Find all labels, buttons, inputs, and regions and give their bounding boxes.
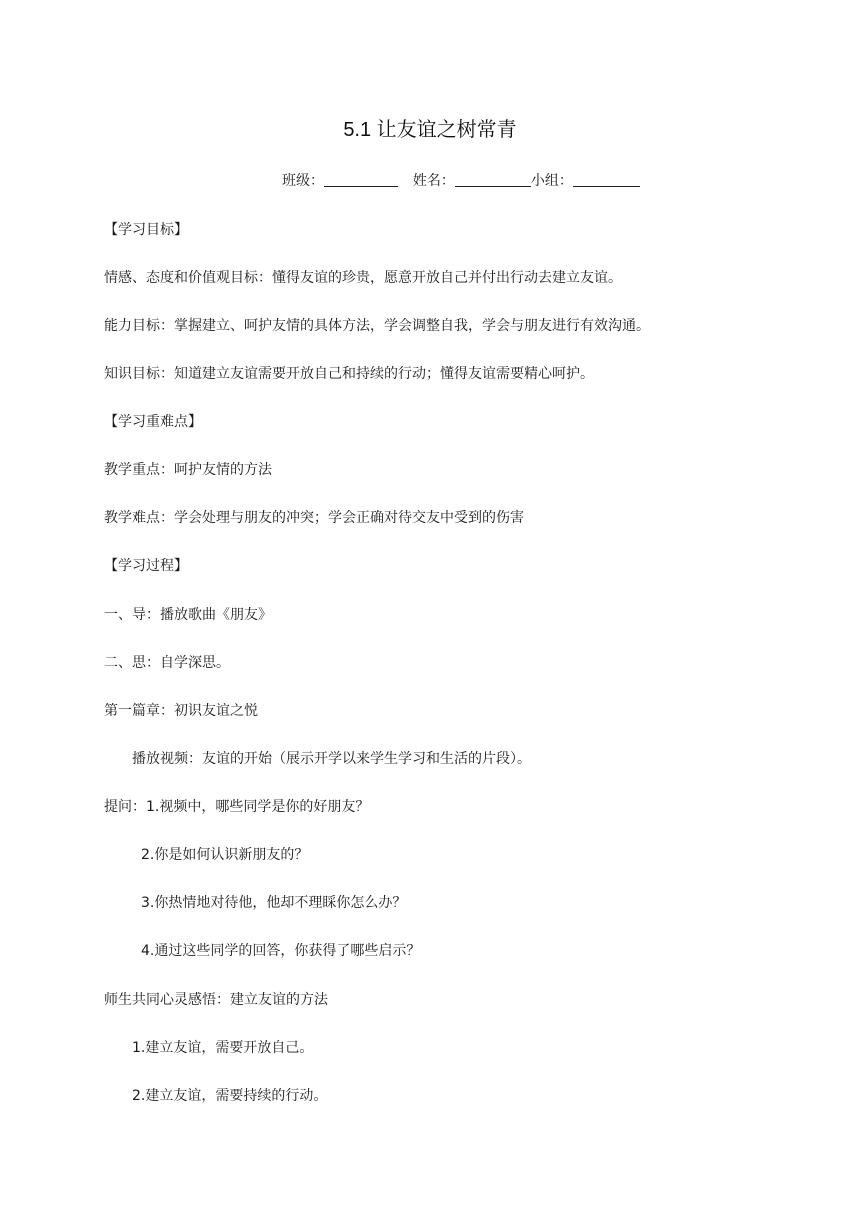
name-label: 姓名： [412, 173, 455, 189]
method-1: 1.建立友谊，需要开放自己。 [132, 1040, 314, 1056]
question-1: 提问：1.视频中，哪些同学是你的好朋友？ [104, 799, 370, 815]
class-blank [324, 172, 398, 187]
step-two: 二、思：自学深思。 [104, 655, 230, 671]
group-blank [573, 172, 640, 187]
difficult-point: 教学难点：学会处理与朋友的冲突；学会正确对待交友中受到的伤害 [104, 510, 524, 526]
class-label: 班级： [282, 173, 324, 189]
question-3: 3.你热情地对待他，他却不理睬你怎么办？ [141, 895, 407, 911]
keypoints-heading: 【学习重难点】 [104, 414, 202, 430]
insight: 师生共同心灵感悟：建立友谊的方法 [104, 992, 328, 1008]
process-heading: 【学习过程】 [104, 558, 188, 574]
objective-ability: 能力目标：掌握建立、呵护友情的具体方法，学会调整自我，学会与朋友进行有效沟通。 [104, 318, 650, 334]
document-title: 5.1 让友谊之树常青 [343, 119, 517, 141]
step-one: 一、导：播放歌曲《朋友》 [104, 607, 272, 623]
chapter-one: 第一篇章：初识友谊之悦 [104, 703, 258, 719]
group-label: 小组： [530, 173, 573, 189]
question-4: 4.通过这些同学的回答，你获得了哪些启示？ [141, 943, 421, 959]
key-point: 教学重点：呵护友情的方法 [104, 462, 272, 478]
video-description: 播放视频：友谊的开始（展示开学以来学生学习和生活的片段）。 [132, 751, 531, 767]
method-2: 2.建立友谊，需要持续的行动。 [132, 1088, 328, 1104]
objective-emotion: 情感、态度和价值观目标：懂得友谊的珍贵，愿意开放自己并付出行动去建立友谊。 [104, 270, 622, 286]
student-info-line [282, 170, 640, 190]
objectives-heading: 【学习目标】 [104, 222, 188, 238]
question-2: 2.你是如何认识新朋友的？ [141, 847, 309, 863]
objective-knowledge: 知识目标：知道建立友谊需要开放自己和持续的行动；懂得友谊需要精心呵护。 [104, 366, 594, 382]
name-blank [455, 172, 531, 187]
